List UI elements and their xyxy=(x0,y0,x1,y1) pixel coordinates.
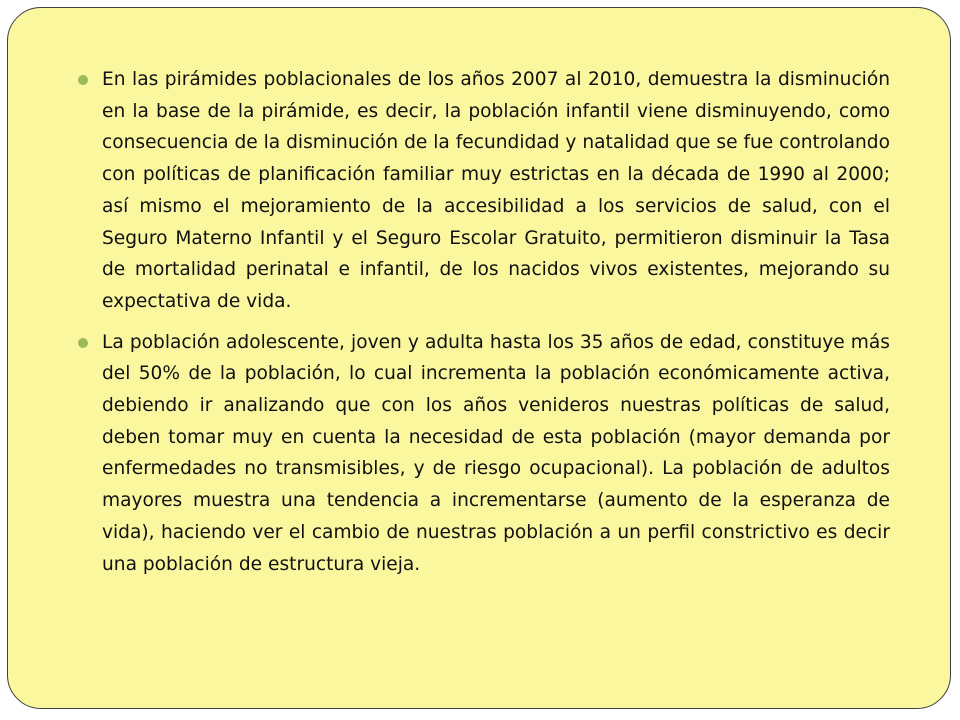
bullet-item-population xyxy=(78,327,890,581)
bullet-dot-icon xyxy=(78,338,88,348)
bullet-dot-icon xyxy=(78,75,88,85)
bullet-text-pyramids: En las pirámides poblacionales de los años 2007 al 2010, demuestra la disminución en la base de la pirámide, es decir, la población infantil viene disminuyendo, como consecuencia de la disminución de la fecundidad y natalidad que se fue controlando con políticas de planificación familiar muy estrictas en la década de 1990 al 2000; así mismo el mejoramiento de la accesibilidad a los servicios de salud, con el Seguro Materno Infantil y el Seguro Escolar Gratuito, permitieron disminuir la Tasa de mortalidad perinatal e infantil, de los nacidos vivos existentes, mejorando su expectativa de vida. xyxy=(102,69,890,312)
bullet-list xyxy=(78,64,890,580)
bullet-item-pyramids xyxy=(78,64,890,318)
bullet-text-population: La población adolescente, joven y adulta hasta los 35 años de edad, constituye más del 50% de la población, lo cual incrementa la población económicamente activa, debiendo ir analizando que con los años venideros nuestras políticas de salud, deben tomar muy en cuenta la necesidad de esta población (mayor demanda por enfermedades no transmisibles, y de riesgo ocupacional). La población de adultos mayores muestra una tendencia a incrementarse (aumento de la esperanza de vida), haciendo ver el cambio de nuestras población a un perfil constrictivo es decir una población de estructura vieja. xyxy=(102,331,890,575)
slide xyxy=(7,7,951,709)
